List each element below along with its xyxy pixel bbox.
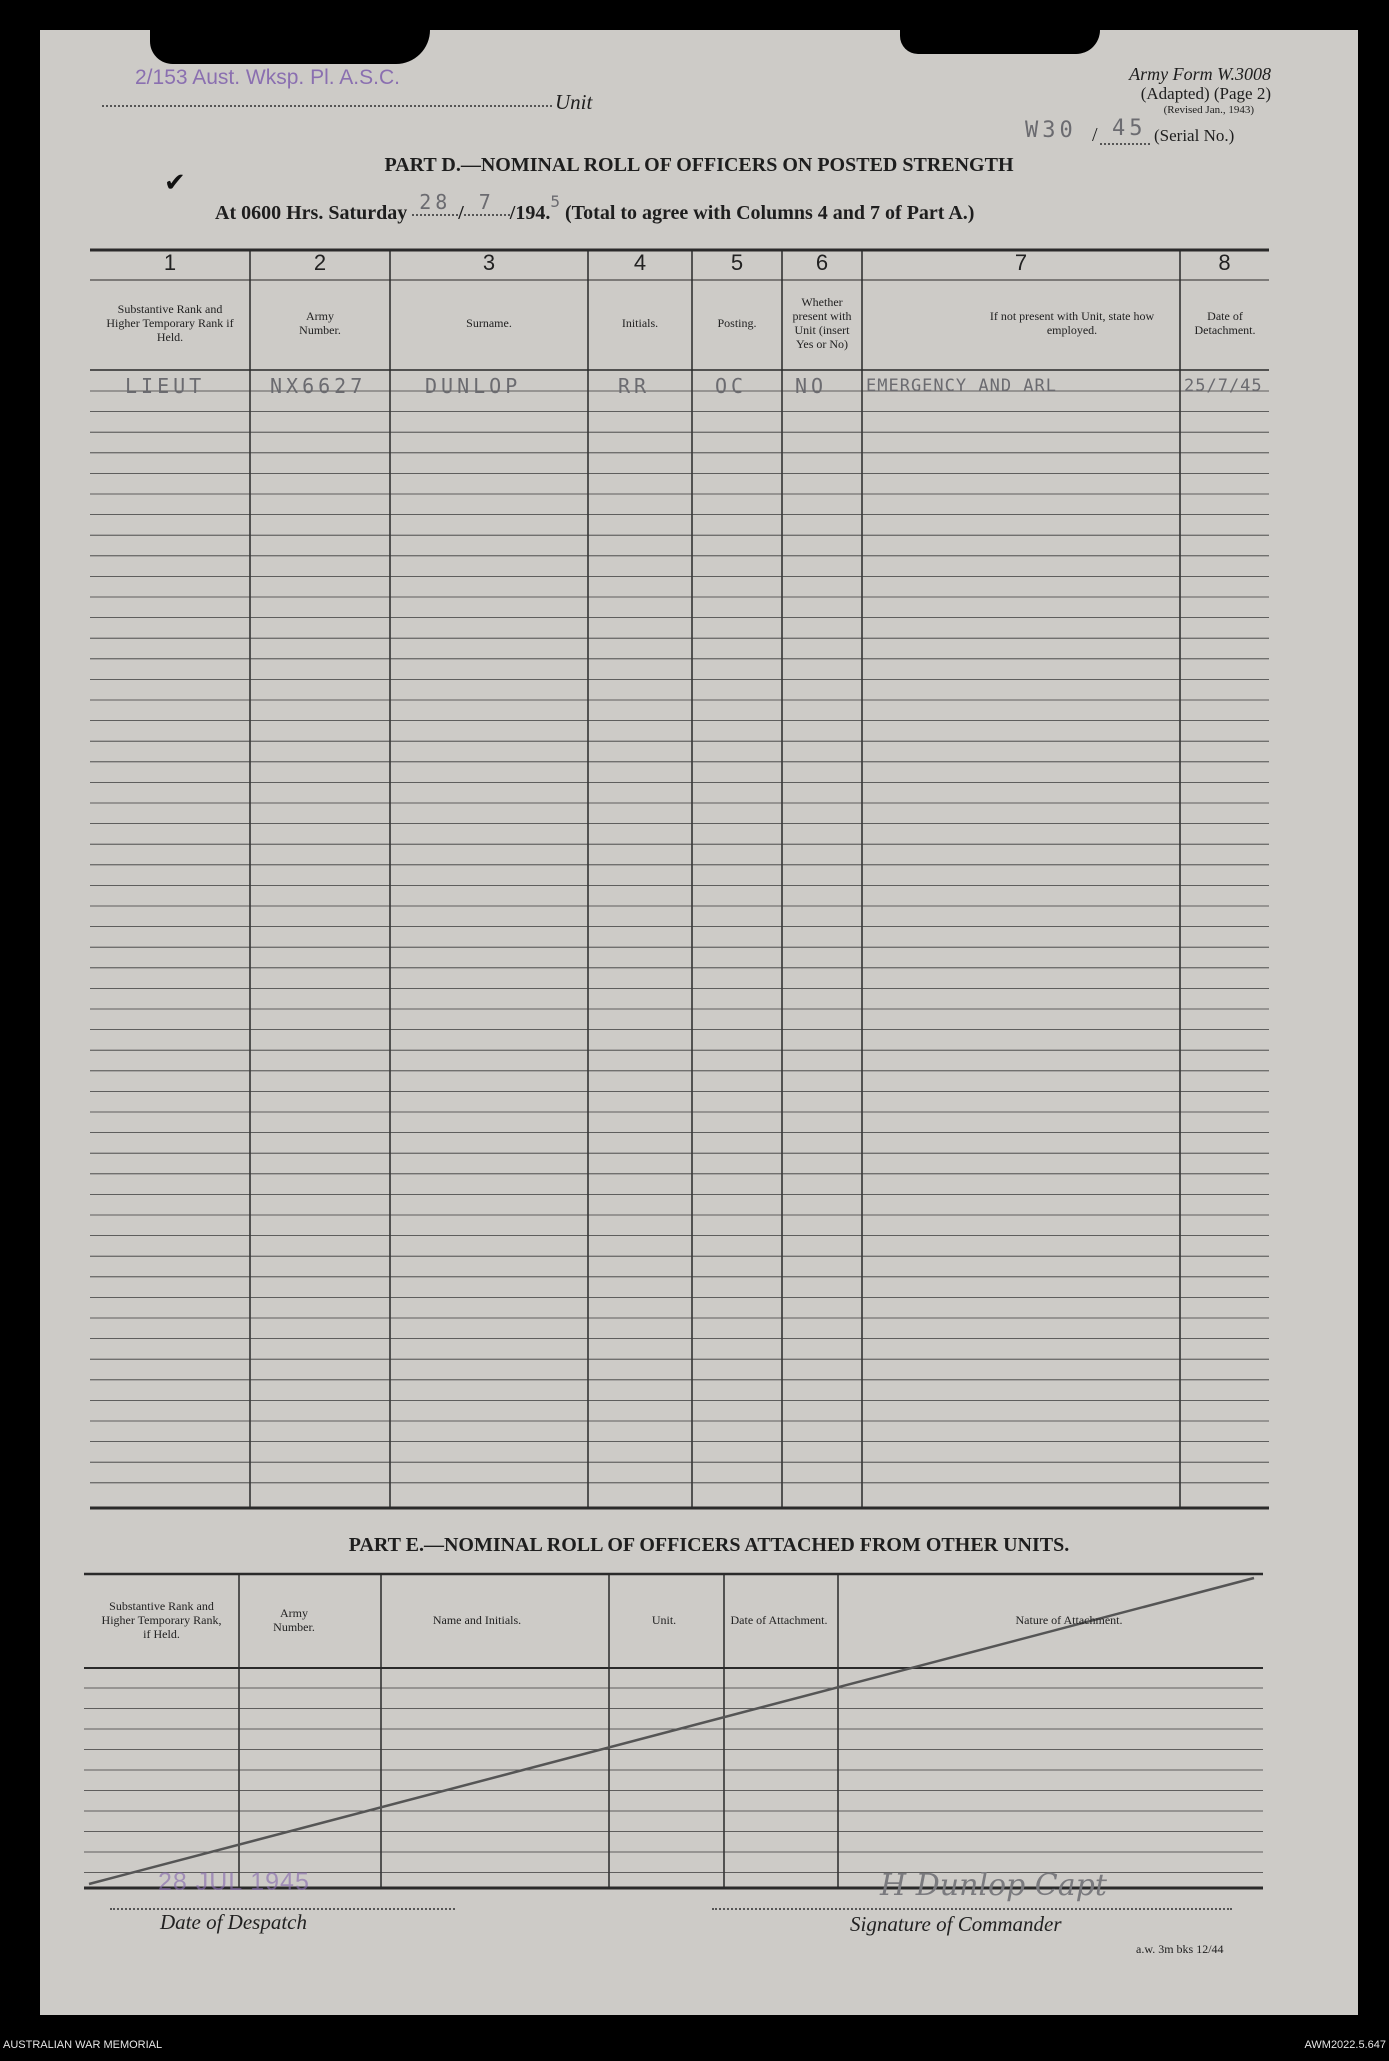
col-head-e-nature: Nature of Attachment. bbox=[1015, 1613, 1123, 1627]
at-label: At 0600 Hrs. Saturday bbox=[215, 202, 408, 224]
col-head-e-army-number: Army Number. bbox=[273, 1606, 315, 1634]
col-head-present: Whether present with Unit (insert Yes or No) bbox=[792, 295, 852, 351]
col-head-army-number: Army Number. bbox=[299, 309, 341, 337]
archive-caption-right: AWM2022.5.647 bbox=[1304, 2039, 1386, 2051]
despatch-label: Date of Despatch bbox=[160, 1910, 307, 1934]
col-num-4: 4 bbox=[633, 250, 647, 275]
col-num-1: 1 bbox=[163, 250, 177, 275]
unit-dotted-line bbox=[102, 105, 552, 107]
entry-initials: RR bbox=[618, 374, 651, 398]
part-e-title: PART E.—NOMINAL ROLL OF OFFICERS ATTACHED FROM OTHER UNITS. bbox=[348, 1534, 1070, 1556]
serial-label: (Serial No.) bbox=[1154, 126, 1235, 145]
col-num-7: 7 bbox=[1014, 250, 1028, 275]
col-head-posting: Posting. bbox=[717, 316, 757, 330]
year-prefix: /194. bbox=[509, 202, 551, 224]
serial-dotted-line bbox=[1100, 143, 1150, 145]
print-code: a.w. 3m bks 12/44 bbox=[1136, 1942, 1224, 1956]
signature-label: Signature of Commander bbox=[850, 1912, 1062, 1936]
entry-rank: LIEUT bbox=[125, 374, 206, 398]
col-head-detachment: Date of Detachment. bbox=[1194, 309, 1256, 337]
part-d-title: PART D.—NOMINAL ROLL OF OFFICERS ON POSTED STRENGTH bbox=[384, 154, 1014, 176]
month-value: 7 bbox=[464, 190, 510, 216]
entry-army-number: NX6627 bbox=[270, 374, 367, 398]
form-revised: (Revised Jan., 1943) bbox=[1163, 104, 1254, 116]
torn-edge bbox=[150, 30, 430, 64]
form-page bbox=[40, 30, 1358, 2015]
entry-detached: 25/7/45 bbox=[1184, 376, 1263, 396]
serial-value: 45 bbox=[1112, 116, 1147, 141]
unit-label: Unit bbox=[555, 90, 593, 114]
col-num-8: 8 bbox=[1218, 250, 1231, 275]
year-digit: 5 bbox=[550, 192, 560, 211]
part-d-table bbox=[90, 248, 1269, 1510]
entry-employed: EMERGENCY AND ARL bbox=[866, 376, 1057, 396]
col-num-5: 5 bbox=[730, 250, 744, 275]
col-head-surname: Surname. bbox=[466, 316, 512, 330]
part-e-table bbox=[84, 1572, 1263, 1890]
despatch-stamp: 28 JUL 1945 bbox=[158, 1868, 310, 1896]
entry-posting: OC bbox=[715, 374, 748, 398]
total-note: (Total to agree with Columns 4 and 7 of Part A.) bbox=[565, 202, 975, 224]
part-d-grid bbox=[90, 248, 1269, 1510]
col-head-e-rank: Substantive Rank and Higher Temporary Rank, if Held. bbox=[101, 1599, 222, 1641]
form-adapted: (Adapted) (Page 2) bbox=[1140, 84, 1271, 103]
torn-edge bbox=[900, 30, 1100, 54]
signature: H Dunlop Capt bbox=[880, 1868, 1107, 1903]
entry-surname: DUNLOP bbox=[425, 374, 522, 398]
signature-dotted-line bbox=[712, 1908, 1232, 1910]
col-head-e-date: Date of Attachment. bbox=[730, 1613, 828, 1627]
entry-present: NO bbox=[795, 374, 828, 398]
col-head-e-name: Name and Initials. bbox=[432, 1613, 522, 1627]
serial-slash: / bbox=[1092, 124, 1098, 146]
archive-caption-left: AUSTRALIAN WAR MEMORIAL bbox=[3, 2039, 163, 2051]
date-line: At 0600 Hrs. Saturday 28 / 7 /194.$^5$ (Total to agree with Columns 4 and 7 of Part A.) bbox=[215, 190, 975, 224]
col-num-3: 3 bbox=[482, 250, 496, 275]
col-head-rank: Substantive Rank and Higher Temporary Rank if Held. bbox=[106, 302, 234, 344]
col-num-6: 6 bbox=[815, 250, 829, 275]
tick-mark: ✔ bbox=[164, 168, 186, 197]
form-title: Army Form W.3008 bbox=[1129, 64, 1271, 84]
col-head-initials: Initials. bbox=[621, 316, 659, 330]
col-head-employed: If not present with Unit, state how employed. bbox=[989, 309, 1155, 337]
day-value: 28 bbox=[412, 190, 458, 216]
unit-stamp: 2/153 Aust. Wksp. Pl. A.S.C. bbox=[135, 66, 400, 89]
serial-prefix: W30 bbox=[1025, 118, 1077, 143]
col-num-2: 2 bbox=[313, 250, 327, 275]
col-head-e-unit: Unit. bbox=[651, 1613, 677, 1627]
